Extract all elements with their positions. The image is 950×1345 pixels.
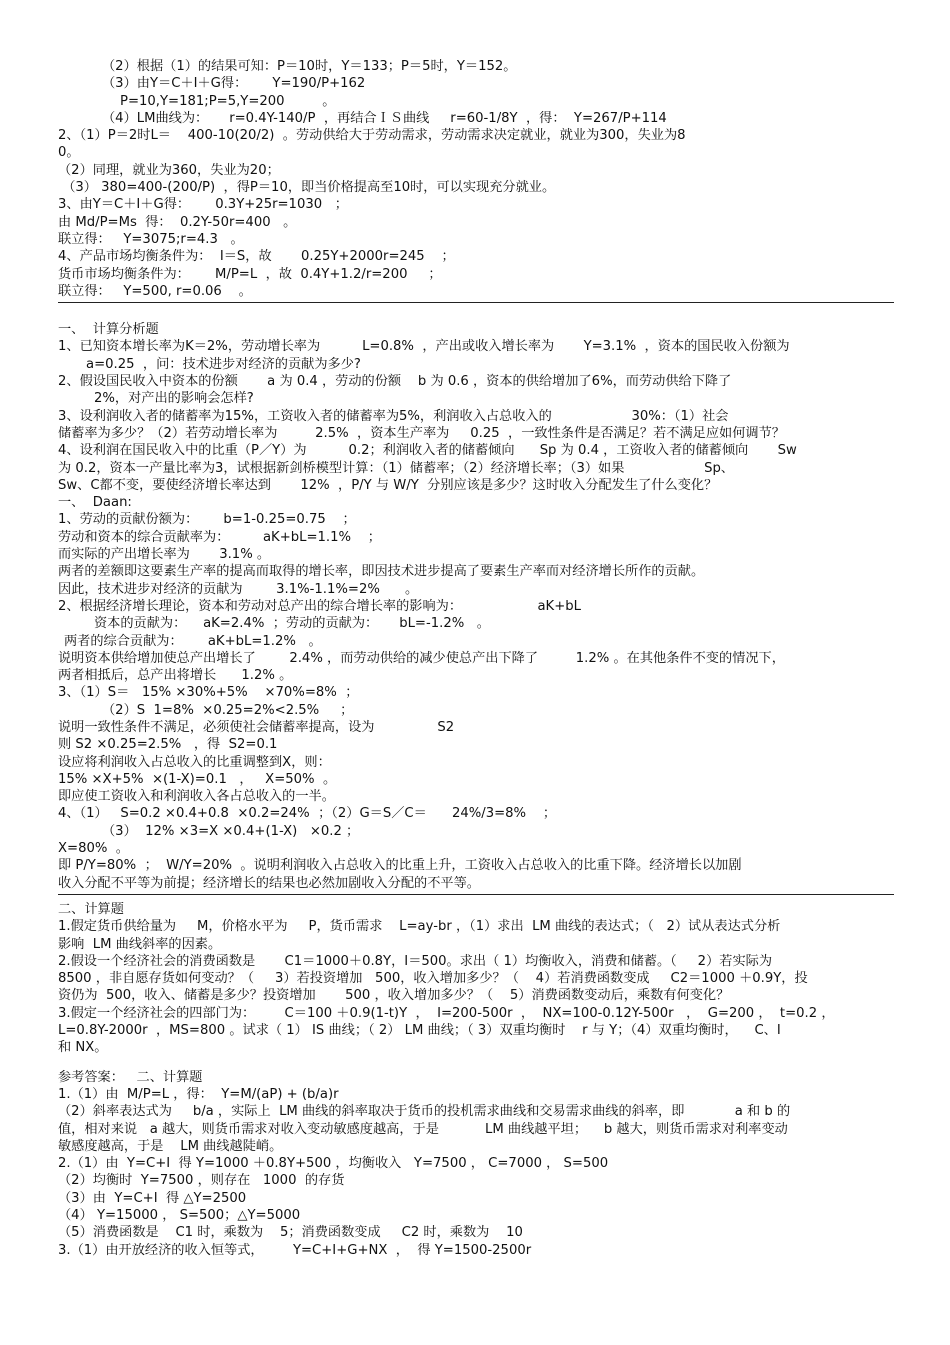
text-line: 1、劳动的贡献份额为： b=1-0.25=0.75 ； [58, 512, 356, 528]
text-line: 参考答案： 二、计算题 [58, 1069, 203, 1085]
text-line: 两者相抵后，总产出将增长 1.2% 。 [58, 668, 293, 684]
section-divider [58, 302, 894, 303]
text-line: 0。 [58, 145, 80, 161]
text-line: 两者的差额即这要素生产率的提高而取得的增长率，即因技术进步提高了要素生产率而对经济增长所作的贡献。 [58, 564, 705, 580]
blank-line [58, 1057, 894, 1069]
text-line: 两者的综合贡献为： aK+bL=1.2% 。 [64, 633, 322, 649]
text-line: 3、由Y＝C＋I＋G得： 0.3Y+25r=1030 ； [58, 197, 348, 213]
text-line: 资本的贡献为： aK=2.4% ；劳动的贡献为： bL=-1.2% 。 [94, 616, 490, 632]
text-line: 因此，技术进步对经济的贡献为 3.1%-1.1%=2% 。 [58, 581, 419, 597]
text-line: 3、设利润收入者的储蓄率为15%，工资收入者的储蓄率为5%，利润收入占总收入的 30%：（1）社会 [58, 408, 729, 424]
text-line: （3）由Y＝C＋I＋G得： Y=190/P+162 [102, 76, 366, 92]
text-line: 联立得： Y=500, r=0.06 。 [58, 283, 252, 299]
text-line: 1、已知资本增长率为K＝2%，劳动增长率为 L=0.8% ，产出或收入增长率为 Y=3.1% ，资本的国民收入份额为 [58, 339, 790, 355]
text-line: 3.（1）由开放经济的收入恒等式， Y=C+I+G+NX ， 得 Y=1500-2500r [58, 1242, 532, 1258]
text-line: 说明资本供给增加使总产出增长了 2.4% ，而劳动供给的减少使总产出下降了 1.2% 。在其他条件不变的情况下， [58, 650, 785, 666]
text-line: 2、假设国民收入中资本的份额 a 为 0.4 ，劳动的份额 b 为 0.6 ，资本的供给增加了6%，而劳动供给下降了 [58, 374, 732, 390]
text-line: 一、 计算分析题 [58, 322, 159, 338]
text-line: 15% ×X+5% ×(1-X)=0.1 ， X=50% 。 [58, 771, 337, 787]
text-line: P=10,Y=181;P=5,Y=200 。 [120, 93, 336, 109]
text-line: 即应使工资收入和利润收入各占总收入的一半。 [58, 789, 335, 805]
document-page [58, 58, 894, 1259]
text-line: 影响 LM 曲线斜率的因素。 [58, 936, 222, 952]
text-line: （2）根据（1）的结果可知：P＝10时，Y＝133；P＝5时，Y＝152。 [102, 59, 517, 74]
text-line: 2、根据经济增长理论，资本和劳动对总产出的综合增长率的影响为： aK+bL [58, 598, 581, 614]
text-line: 说明一致性条件不满足，必须使社会储蓄率提高，设为 S2 [58, 719, 455, 735]
text-line: Sw、C都不变，要使经济增长率达到 12% ，P/Y 与 W/Y 分别应该是多少？这时收入分配发生了什么变化？ [58, 477, 718, 493]
section-divider [58, 894, 894, 895]
text-line: 2.假设一个经济社会的消费函数是 C1＝1000＋0.8Y，I＝500。求出（ 1）均衡收入，消费和储蓄。（ 2）若实际为 [58, 953, 773, 969]
text-line: 8500 ，非自愿存货如何变动？（ 3）若投资增加 500，收入增加多少？（ 4）若消费函数变成 C2＝1000 ＋0.9Y，投 [58, 971, 808, 987]
text-line: L=0.8Y-2000r ，MS=800 。试求（ 1） IS 曲线；（ 2） LM 曲线；（ 3）双重均衡时 r 与 Y；（4）双重均衡时， C、I [58, 1023, 781, 1039]
text-line: 储蓄率为多少？（2）若劳动增长率为 2.5% ，资本生产率为 0.25 ，一致性条件是否满足？若不满足应如何调节？ [58, 425, 785, 441]
text-line: 货币市场均衡条件为： M/P=L ，故 0.4Y+1.2/r=200 ； [58, 266, 442, 282]
text-line: （2）同理，就业为360，失业为20； [58, 162, 280, 178]
text-line: （3） 12% ×3=X ×0.4+(1-X) ×0.2 ； [102, 823, 360, 839]
text-line: X=80% 。 [58, 841, 129, 857]
text-line: 一、 Daan: [58, 495, 132, 511]
text-line: 收入分配不平等为前提；经济增长的结果也必然加剧收入分配的不平等。 [58, 875, 480, 891]
text-line: 4、产品市场均衡条件为： I＝S，故 0.25Y+2000r=245 ； [58, 249, 455, 265]
text-line: 资仍为 500，收入、储蓄是多少？投资增加 500 ，收入增加多少？（ 5）消费函数变动后，乘数有何变化？ [58, 988, 730, 1004]
text-line: 设应将利润收入占总收入的比重调整到X，则： [58, 754, 331, 770]
text-line: （3）由 Y=C+I 得 △Y=2500 [58, 1190, 247, 1206]
text-line: 4、（1） S=0.2 ×0.4+0.8 ×0.2=24% ；（2）G＝S／C＝ 24%/3=8% ； [58, 806, 557, 822]
text-line: 即 P/Y=80% ； W/Y=20% 。说明利润收入占总收入的比重上升，工资收入占总收入的比重下降。经济增长以加剧 [58, 858, 742, 874]
text-line: 敏感度越高，于是 LM 曲线越陡峭。 [58, 1138, 283, 1154]
text-line: （5）消费函数是 C1 时，乘数为 5；消费函数变成 C2 时，乘数为 10 [58, 1225, 523, 1241]
text-line: 3、（1）S＝ 15% ×30%+5% ×70%=8% ； [58, 685, 359, 701]
text-line: 和 NX。 [58, 1040, 108, 1056]
text-line: （4） Y=15000 ， S=500；△Y=5000 [58, 1208, 301, 1223]
text-line: （2）斜率表达式为 b/a ，实际上 LM 曲线的斜率取决于货币的投机需求曲线和交易需求曲线的斜率，即 a 和 b 的 [58, 1104, 791, 1120]
text-line: （2）S 1=8% ×0.25=2%<2.5% ； [102, 702, 354, 718]
text-line: 4、设利润在国民收入中的比重（P／Y）为 0.2；利润收入者的储蓄倾向 Sp 为 0.4 ，工资收入者的储蓄倾向 Sw [58, 443, 797, 459]
text-line: 为 0.2，资本一产量比率为3，试根据新剑桥模型计算：（1）储蓄率；（2）经济增长率；（3）如果 Sp、 [58, 460, 734, 476]
text-line: 联立得： Y=3075;r=4.3 。 [58, 231, 244, 247]
text-line: 由 Md/P=Ms 得： 0.2Y-50r=400 。 [58, 214, 297, 230]
text-line: 二、计算题 [58, 901, 124, 917]
text-line: （2）均衡时 Y=7500 ，则存在 1000 的存货 [58, 1173, 345, 1189]
text-line: 1.（1）由 M/P=L ，得： Y=M/(aP) + (b/a)r [58, 1086, 339, 1102]
text-line: 劳动和资本的综合贡献率为： aK+bL=1.1% ； [58, 529, 381, 545]
text-line: 2、（1）P＝2时L＝ 400-10(20/2) 。劳动供给大于劳动需求，劳动需求决定就业，就业为300，失业为8 [58, 128, 686, 144]
text-line: 值，相对来说 a 越大，则货币需求对收入变动敏感度越高，于是 LM 曲线越平坦； b 越大，则货币需求对利率变动 [58, 1121, 788, 1137]
text-line: 1.假定货币供给量为 M，价格水平为 P，货币需求 L=ay-br ，（1）求出 LM 曲线的表达式；（ 2）试从表达式分析 [58, 919, 781, 935]
blank-line [58, 309, 894, 321]
text-line: a=0.25 ，问：技术进步对经济的贡献为多少? [86, 356, 361, 372]
text-line: 3.假定一个经济社会的四部门为： C＝100 ＋0.9(1-t)Y ， I=200-500r ， NX=100-0.12Y-500r ， G=200 ， t=0.2 ， [58, 1005, 835, 1021]
text-line: （4）LM曲线为： r=0.4Y-140/P ，再结合ＩＳ曲线 r=60-1/8Y ，得： Y=267/P+114 [102, 110, 667, 126]
text-line: 2.（1）由 Y=C+I 得 Y=1000 ＋0.8Y+500 ，均衡收入 Y=7500 ， C=7000 ， S=500 [58, 1156, 609, 1172]
text-line: （3） 380=400-(200/P) ，得P＝10，即当价格提高至10时，可以实现充分就业。 [58, 180, 556, 196]
text-line: 则 S2 ×0.25=2.5% ，得 S2=0.1 [58, 737, 278, 753]
text-line: 2%，对产出的影响会怎样? [94, 391, 254, 407]
text-line: 而实际的产出增长率为 3.1% 。 [58, 547, 271, 563]
